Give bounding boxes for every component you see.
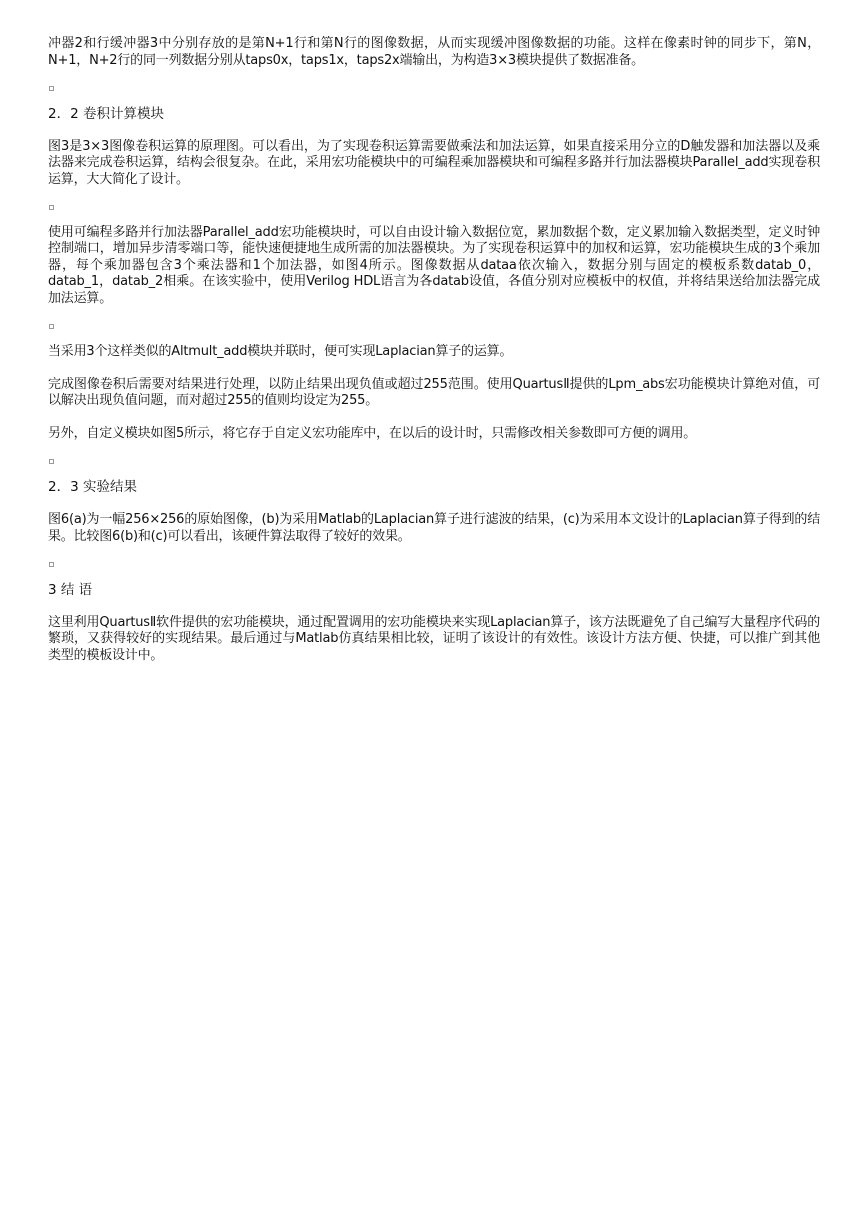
document-page [48, 36, 820, 681]
section-heading-3: 3 结 语 [48, 581, 93, 598]
section-heading-2-3: 2．3 实验结果 [48, 479, 137, 495]
paragraph-parallel-add: 使用可编程多路并行加法器Parallel_add宏功能模块时，可以自由设计输入数据位宽，累加数据个数，定义累加输入数据类型，定义时钟控制端口，增加异步清零端口等，能快速便捷地生成所需的加法器模块。为了实现卷积运算中的加权和运算，宏功能模块生成的3个乘加器，每个乘加器包含3个乘法器和1个加法器，如图4所示。图像数据从dataa依次输入，数据分别与固定的模板系数datab_0，datab_1，datab_2相乘。在该实验中，使用Verilog HDL语言为各datab设值，各值分别对应模板中的权值，并将结果送给加法器完成加法运算。 [48, 224, 820, 306]
paragraph-convolution-principle: 图3是3×3图像卷积运算的原理图。可以看出，为了实现卷积运算需要做乘法和加法运算，如果直接采用分立的D触发器和加法器以及乘法器来完成卷积运算，结构会很复杂。在此，采用宏功能模块中的可编程乘加器模块和可编程多路并行加法器模块Parallel_add实现卷积运算，大大简化了设计。 [48, 138, 820, 187]
broken-image-icon [49, 459, 54, 464]
broken-image-icon [49, 205, 54, 210]
broken-image-icon [49, 562, 54, 567]
paragraph-experiment-results: 图6(a)为一幅256×256的原始图像，(b)为采用Matlab的Laplacian算子进行滤波的结果，(c)为采用本文设计的Laplacian算子得到的结果。比较图6(b)和(c)可以看出，该硬件算法取得了较好的效果。 [48, 512, 820, 544]
paragraph-custom-module: 另外，自定义模块如图5所示，将它存于自定义宏功能库中，在以后的设计时，只需修改相关参数即可方便的调用。 [48, 426, 697, 441]
broken-image-icon [49, 86, 54, 91]
paragraph-conclusion: 这里利用QuartusⅡ软件提供的宏功能模块，通过配置调用的宏功能模块来实现Laplacian算子，该方法既避免了自己编写大量程序代码的繁琐，又获得较好的实现结果。最后通过与Matlab仿真结果相比较，证明了该设计的有效性。该设计方法方便、快捷，可以推广到其他类型的模板设计中。 [48, 614, 820, 663]
paragraph-altmult-add: 当采用3个这样类似的Altmult_add模块并联时，便可实现Laplacian算子的运算。 [48, 343, 513, 359]
broken-image-icon [49, 324, 54, 329]
paragraph-lpm-abs: 完成图像卷积后需要对结果进行处理，以防止结果出现负值或超过255范围。使用QuartusⅡ提供的Lpm_abs宏功能模块计算绝对值，可以解决出现负值问题，而对超过255的值则均设定为255。 [48, 376, 820, 408]
paragraph-buffer-description: 冲器2和行缓冲器3中分别存放的是第N+1行和第N行的图像数据，从而实现缓冲图像数据的功能。这样在像素时钟的同步下，第N，N+1，N+2行的同一列数据分别从taps0x，taps1x，taps2x端输出，为构造3×3模块提供了数据准备。 [48, 36, 820, 68]
section-heading-2-2: 2．2 卷积计算模块 [48, 105, 164, 122]
